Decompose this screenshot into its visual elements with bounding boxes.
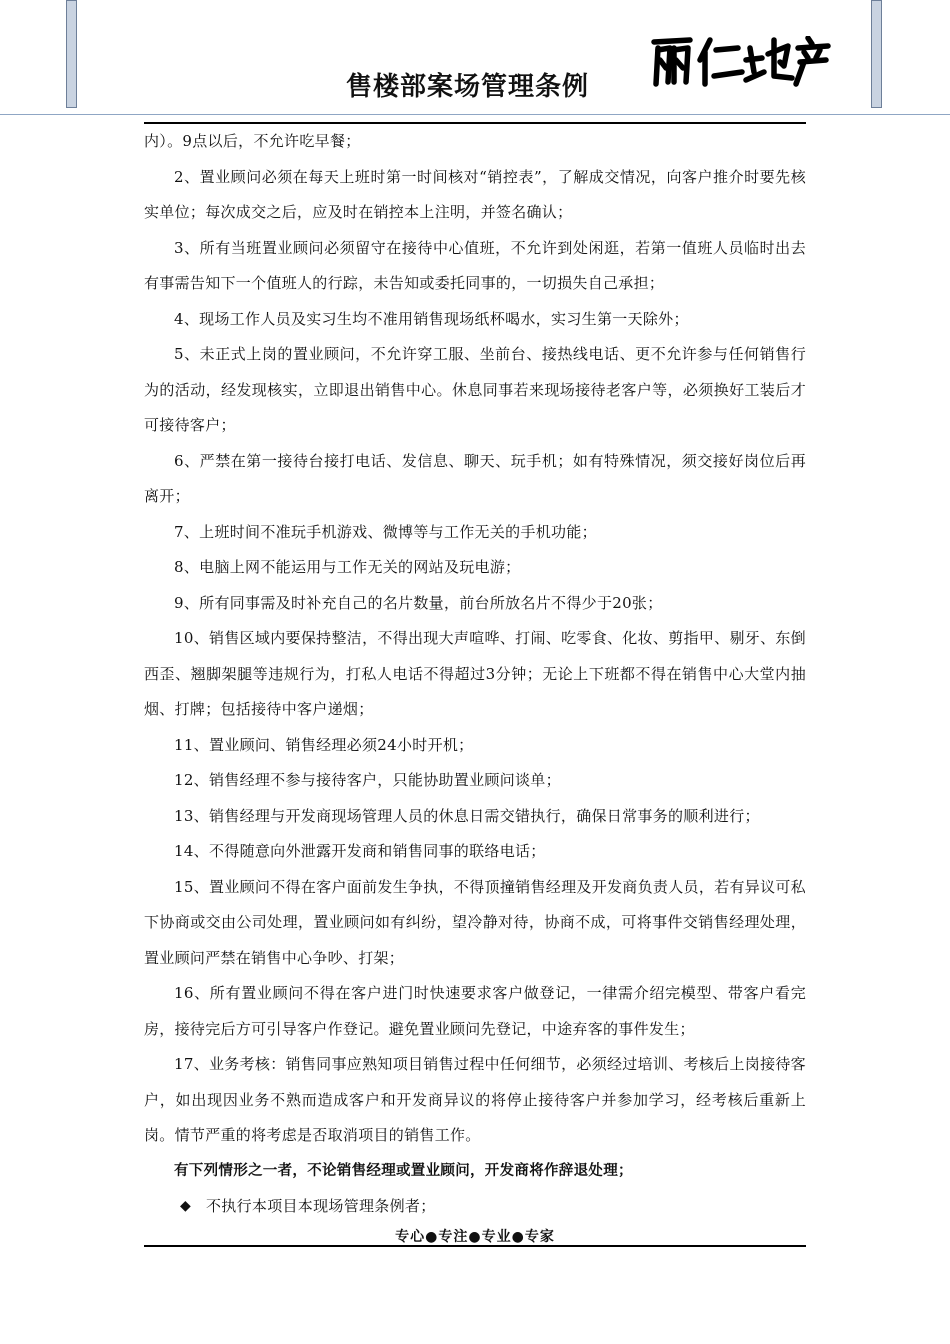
clause-paragraph: 12、销售经理不参与接待客户，只能协助置业顾问谈单；	[174, 771, 561, 789]
clause-paragraph: 7、上班时间不准玩手机游戏、微博等与工作无关的手机功能；	[174, 522, 597, 541]
clause-paragraph: 16、所有置业顾问不得在客户进门时快速要求客户做登记，一律需介绍完模型、带客户看完房，接待完后方可引导客户作登记。避免置业顾问先登记，中途弃客的事件发生；	[144, 984, 806, 1038]
clause-paragraph: 内）。9点以后，不允许吃早餐；	[144, 132, 361, 150]
dismissal-statement: 有下列情形之一者，不论销售经理或置业顾问，开发商将作辞退处理；	[174, 1162, 633, 1179]
document-title: 售楼部案场管理条例	[346, 72, 590, 102]
clause-paragraph: 2、置业顾问必须在每天上班时第一时间核对“销控表”，了解成交情况，向客户推介时要先核实单位；每次成交之后，应及时在销控本上注明，并签名确认；	[144, 167, 806, 221]
clause-paragraph: 4、现场工作人员及实习生均不准用销售现场纸杯喝水，实习生第一天除外；	[174, 309, 689, 328]
header-blue-rule	[0, 114, 950, 115]
clause-paragraph: 9、所有同事需及时补充自己的名片数量，前台所放名片不得少于20张；	[174, 593, 663, 612]
bullet-text: 不执行本项目本现场管理条例者；	[206, 1197, 436, 1215]
company-logo	[650, 36, 832, 88]
clause-paragraph: 5、未正式上岗的置业顾问，不允许穿工服、坐前台、接热线电话、更不允许参与任何销售行为的活动，经发现核实，立即退出销售中心。休息同事若来现场接待老客户等，必须换好工装后才可接待客户；	[144, 345, 806, 434]
footer-motto: 专心●专注●专业●专家	[395, 1229, 555, 1245]
clause-paragraph: 8、电脑上网不能运用与工作无关的网站及玩电游；	[174, 558, 521, 576]
clause-paragraph: 10、销售区域内要保持整洁，不得出现大声喧哗、打闹、吃零食、化妆、剪指甲、剔牙、东倒西歪、翘脚架腿等违规行为，打私人电话不得超过3分钟；无论上下班都不得在销售中心大堂内抽烟、打牌；包括接待中客户递烟；	[144, 629, 806, 718]
clause-paragraph: 14、不得随意向外泄露开发商和销售同事的联络电话；	[174, 842, 546, 860]
clause-paragraph: 3、所有当班置业顾问必须留守在接待中心值班，不允许到处闲逛，若第一值班人员临时出去有事需告知下一个值班人的行踪，未告知或委托同事的，一切损失自己承担；	[144, 238, 806, 292]
clause-paragraph: 13、销售经理与开发商现场管理人员的休息日需交错执行，确保日常事务的顺利进行；	[174, 806, 760, 825]
right-header-tab	[871, 0, 882, 108]
diamond-bullet-icon: ◆	[180, 1198, 192, 1214]
left-header-tab	[66, 0, 77, 108]
clause-paragraph: 17、业务考核：销售同事应熟知项目销售过程中任何细节，必须经过培训、考核后上岗接待客户，如出现因业务不熟而造成客户和开发商异议的将停止接待客户并参加学习，经考核后重新上岗。情节严重的将考虑是否取消项目的销售工作。	[144, 1055, 806, 1144]
bullet-item	[144, 1189, 806, 1225]
document-body	[144, 124, 806, 1225]
clause-paragraph: 6、严禁在第一接待台接打电话、发信息、聊天、玩手机；如有特殊情况，须交接好岗位后再离开；	[144, 451, 806, 505]
clause-paragraph: 15、置业顾问不得在客户面前发生争执，不得顶撞销售经理及开发商负责人员，若有异议可私下协商或交由公司处理，置业顾问如有纠纷，望冷静对待，协商不成，可将事件交销售经理处理，置业顾问严禁在销售中心争吵、打架；	[144, 877, 806, 967]
footer-rule	[144, 1245, 806, 1247]
clause-paragraph: 11、置业顾问、销售经理必须24小时开机；	[174, 735, 474, 754]
